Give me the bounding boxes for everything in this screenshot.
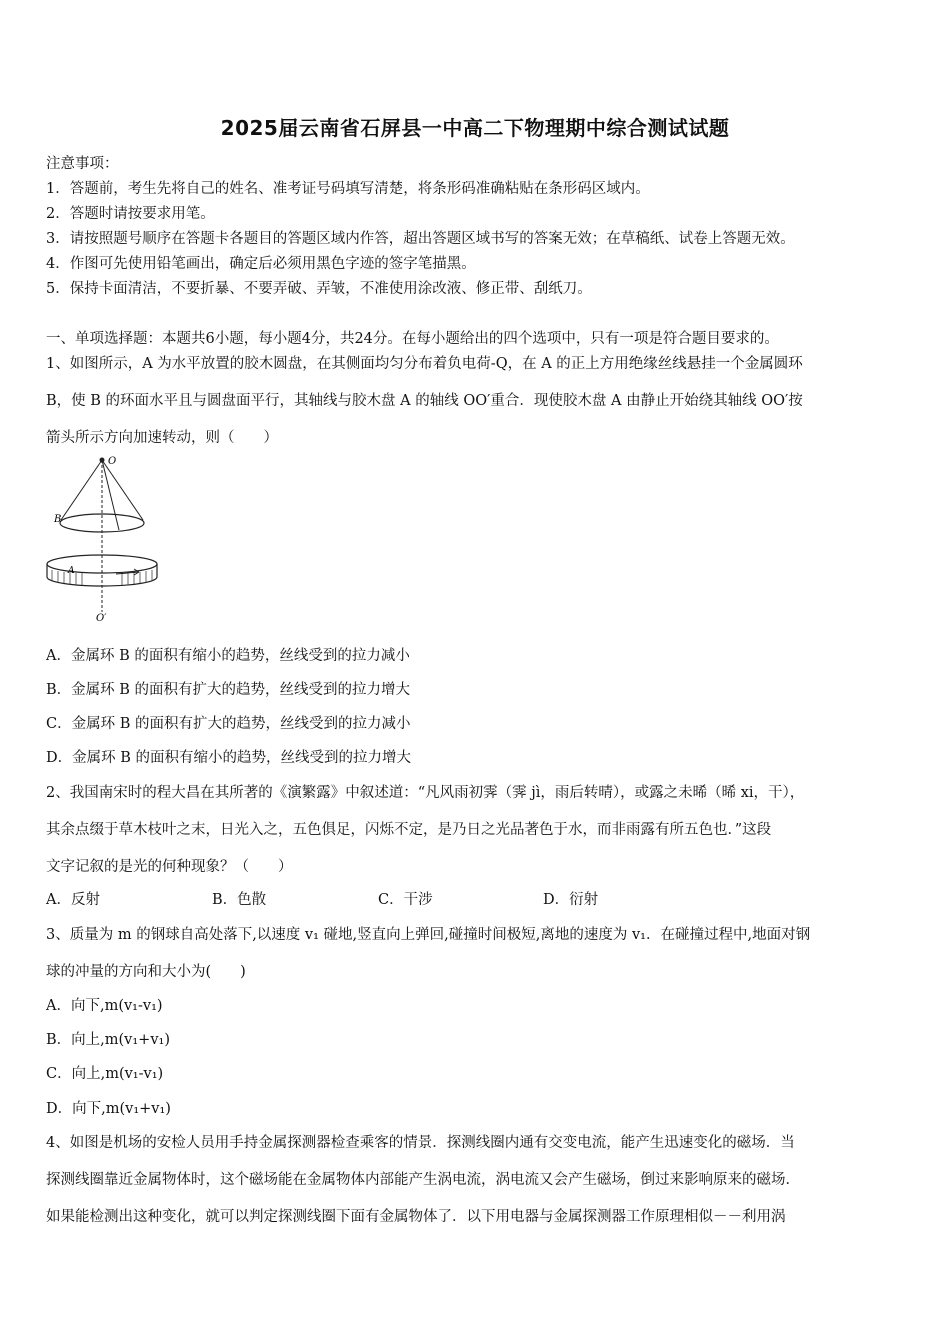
q2-stem-line: 其余点缀于草木枝叶之末，日光入之，五色俱足，闪烁不定，是乃日之光品著色于水，而非雨露有所五色也．”这段 [46,822,772,838]
q3-option-d: D．向下,m(v₁+v₁) [46,1101,171,1117]
q1-option-d: D．金属环 B 的面积有缩小的趋势，丝线受到的拉力增大 [46,750,411,766]
q1-option-c: C．金属环 B 的面积有扩大的趋势，丝线受到的拉力减小 [46,716,411,732]
q3-option-a: A．向下,m(v₁-v₁) [46,998,163,1014]
q1-stem-line: 箭头所示方向加速转动，则（ ） [46,430,278,446]
notice-item: 5．保持卡面清洁，不要折暴、不要弄破、弄皱，不准使用涂改液、修正带、刮纸刀。 [46,281,592,297]
q2-stem-line: 文字记叙的是光的何种现象？（ ） [46,859,293,875]
q1-stem-line: 1、如图所示，A 为水平放置的胶木圆盘，在其侧面均匀分布着负电荷-Q，在 A 的正上方用绝缘丝线悬挂一个金属圆环 [46,356,803,372]
q2-option-a: A．反射 [46,892,100,908]
notice-item: 2．答题时请按要求用笔。 [46,206,215,222]
section-heading: 一、单项选择题：本题共6小题，每小题4分，共24分。在每小题给出的四个选项中，只有一项是符合题目要求的。 [46,331,779,347]
figure-label-o-top: O [108,456,117,467]
figure-label-b: B [54,514,62,525]
q3-option-b: B．向上,m(v₁+v₁) [46,1032,170,1048]
q1-stem-line: B，使 B 的环面水平且与圆盘面平行，其轴线与胶木盘 A 的轴线 OO′重合．现使胶木盘 A 由静止开始绕其轴线 OO′按 [46,393,803,409]
q2-stem-line: 2、我国南宋时的程大昌在其所著的《演繁露》中叙述道：“凡风雨初霁（霁 jì，雨后转晴），或露之未晞（晞 xi，干）， [46,785,805,801]
q3-stem-line: 球的冲量的方向和大小为( ) [46,964,246,980]
q3-option-c: C．向上,m(v₁-v₁) [46,1066,164,1082]
notice-heading: 注意事项： [46,156,119,172]
notice-item: 3．请按照题号顺序在答题卡各题目的答题区域内作答，超出答题区域书写的答案无效；在草稿纸、试卷上答题无效。 [46,231,795,247]
notice-item: 4．作图可先使用铅笔画出，确定后必须用黑色字迹的签字笔描黑。 [46,256,476,272]
q2-option-c: C．干涉 [378,892,433,908]
q1-option-b: B．金属环 B 的面积有扩大的趋势，丝线受到的拉力增大 [46,682,411,698]
q1-figure-disc-and-ring [44,452,164,624]
notice-item: 1．答题前，考生先将自己的姓名、准考证号码填写清楚，将条形码准确粘贴在条形码区域内。 [46,181,650,197]
page-title: 2025届云南省石屏县一中高二下物理期中综合测试试题 [220,116,730,140]
q2-option-d: D．衍射 [543,892,599,908]
figure-label-a: A [68,566,75,576]
figure-label-o-bottom: O′ [96,613,107,624]
q4-stem-line: 探测线圈靠近金属物体时，这个磁场能在金属物体内部能产生涡电流，涡电流又会产生磁场，倒过来影响原来的磁场． [46,1172,800,1188]
q1-option-a: A．金属环 B 的面积有缩小的趋势，丝线受到的拉力减小 [46,648,410,664]
q2-option-b: B．色散 [212,892,267,908]
q3-stem-line: 3、质量为 m 的钢球自高处落下,以速度 v₁ 碰地,竖直向上弹回,碰撞时间极短,离地的速度为 v₁．在碰撞过程中,地面对钢 [46,927,811,943]
q4-stem-line: 4、如图是机场的安检人员用手持金属探测器检查乘客的情景．探测线圈内通有交变电流，能产生迅速变化的磁场．当 [46,1135,795,1151]
q4-stem-line: 如果能检测出这种变化，就可以判定探测线圈下面有金属物体了．以下用电器与金属探测器工作原理相似－－利用涡 [46,1209,786,1225]
